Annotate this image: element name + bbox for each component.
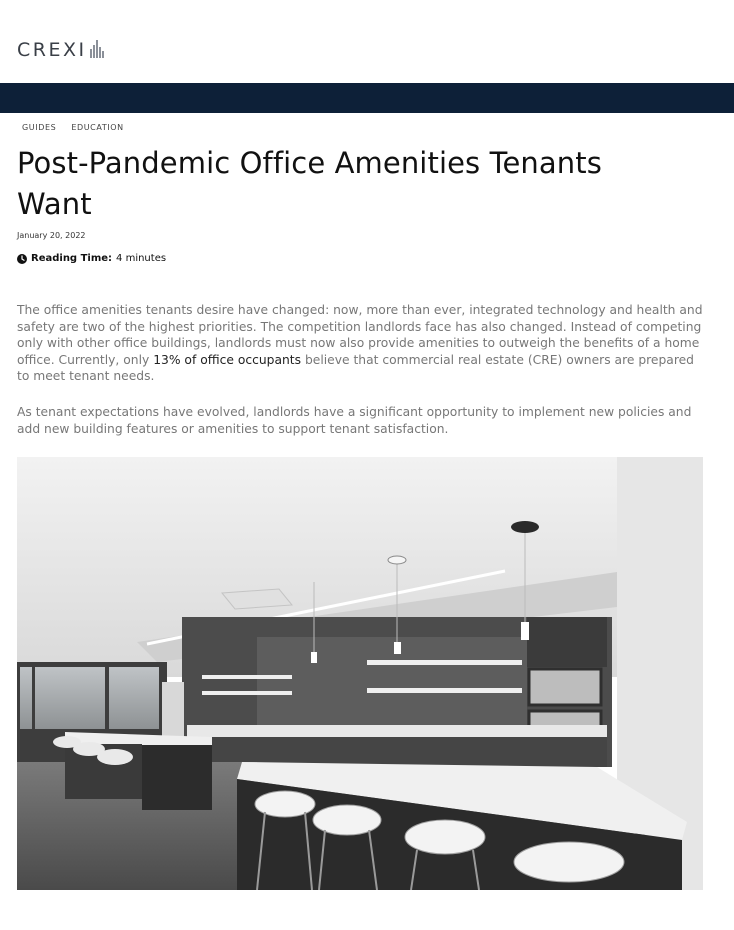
crexi-logo[interactable] bbox=[17, 40, 104, 60]
tag-education[interactable]: EDUCATION bbox=[71, 123, 124, 132]
article-paragraph-2: As tenant expectations have evolved, landlords have a significant opportunity to implement new policies and add new building features or amenities to support tenant satisfaction. bbox=[17, 405, 692, 436]
occupants-stat-link[interactable]: 13% of office occupants bbox=[153, 352, 302, 367]
article-title: Post-Pandemic Office Amenities Tenants Want bbox=[17, 146, 602, 221]
paragraph-1-text: The office amenities tenants desire have changed: now, more than ever, integrated technology and health and safety are two of the highest priorities. The competition landlords face has also changed. Instead of competing only with other office buildings, landlords must now also provide amenities to outweigh the benefits of a home office. Currently, only bbox=[17, 303, 703, 367]
tag-guides[interactable]: GUIDES bbox=[22, 123, 57, 132]
reading-time-value: 4 minutes bbox=[116, 253, 167, 264]
reading-time-label: Reading Time: bbox=[31, 253, 113, 264]
logo-text: CREXI bbox=[17, 39, 87, 61]
navigation-bar bbox=[0, 83, 734, 113]
article-paragraph-1 bbox=[17, 302, 707, 385]
reading-time bbox=[17, 253, 166, 264]
logo-bars-icon bbox=[90, 40, 104, 58]
office-kitchen-image bbox=[17, 457, 703, 890]
publish-date: January 20, 2022 bbox=[17, 231, 86, 240]
paragraph-1-text-end: believe that commercial real estate (CRE) owners are prepared to meet tenant needs. bbox=[17, 352, 694, 383]
clock-icon bbox=[17, 254, 27, 264]
article-tags bbox=[22, 123, 124, 132]
